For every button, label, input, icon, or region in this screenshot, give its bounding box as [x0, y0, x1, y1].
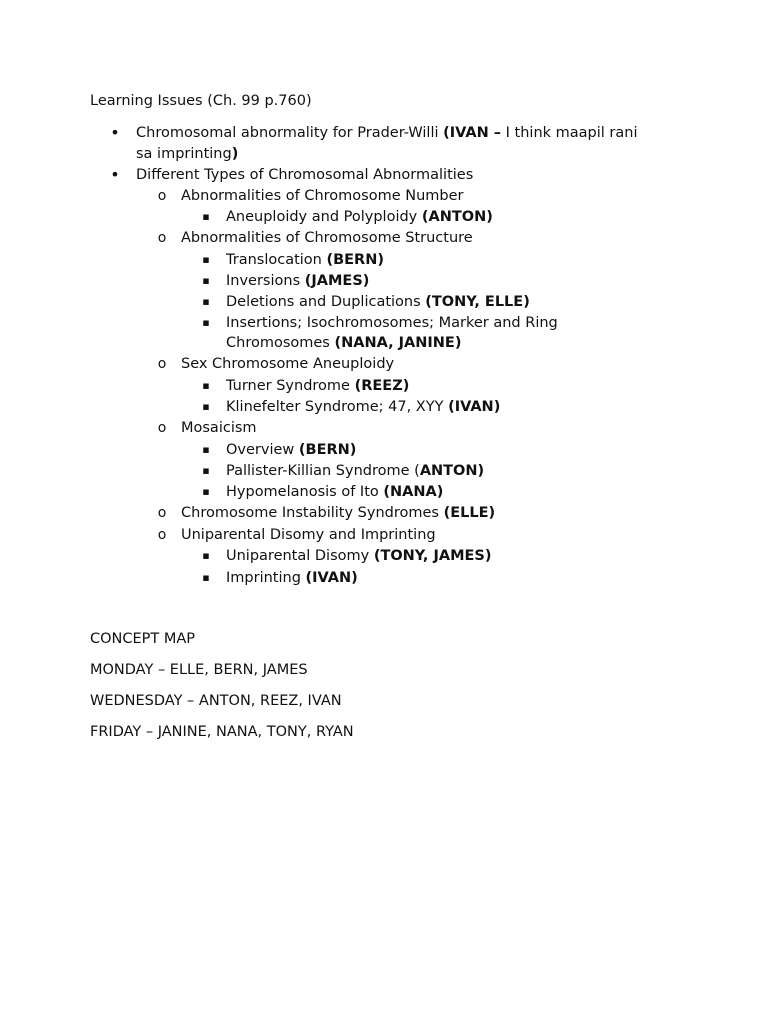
- item-text: Hypomelanosis of Ito: [226, 484, 384, 500]
- item-assignee: ANTON): [419, 463, 485, 479]
- sub-bullet-icon: o: [157, 230, 167, 246]
- item-assignee: (REEZ): [354, 378, 410, 394]
- item-text: Inversions: [226, 273, 305, 289]
- item-text: Turner Syndrome: [226, 378, 355, 394]
- item-text: Translocation: [226, 252, 327, 268]
- square-bullet-icon: ▪: [202, 316, 210, 329]
- square-bullet-icon: ▪: [202, 274, 210, 287]
- bullet-icon: •: [110, 123, 120, 142]
- square-bullet-icon: ▪: [202, 379, 210, 392]
- list-item: [226, 440, 356, 460]
- item-text: Chromosomal abnormality for Prader-Willi: [136, 125, 444, 141]
- item-text: sa imprinting: [136, 146, 232, 162]
- item-assignee: (BERN): [326, 252, 384, 268]
- item-text: Different Types of Chromosomal Abnormalities: [136, 167, 474, 183]
- square-bullet-icon: ▪: [202, 464, 210, 477]
- item-assignee: (NANA, JANINE): [334, 335, 462, 351]
- item-text: Sex Chromosome Aneuploidy: [181, 356, 395, 372]
- schedule-friday: FRIDAY – JANINE, NANA, TONY, RYAN: [90, 724, 354, 740]
- item-text: Insertions; Isochromosomes; Marker and Ring: [226, 315, 558, 331]
- item-assignee: (IVAN): [305, 570, 358, 586]
- schedule-wednesday: WEDNESDAY – ANTON, REEZ, IVAN: [90, 693, 342, 709]
- item-assignee: (BERN): [298, 442, 357, 458]
- item-assignee: (ANTON): [421, 209, 493, 225]
- item-text: Imprinting: [226, 570, 306, 586]
- bullet-icon: •: [110, 165, 120, 184]
- list-item: [226, 292, 530, 312]
- sub-bullet-icon: o: [157, 188, 167, 204]
- square-bullet-icon: ▪: [202, 549, 210, 562]
- list-item: [181, 503, 495, 523]
- list-item: [181, 186, 464, 206]
- schedule-monday: MONDAY – ELLE, BERN, JAMES: [90, 662, 308, 678]
- item-assignee: (IVAN –: [443, 125, 502, 141]
- list-item: [226, 271, 369, 291]
- item-assignee: (ELLE): [443, 505, 496, 521]
- item-assignee: (NANA): [383, 484, 444, 500]
- list-item-continuation: [226, 333, 461, 353]
- square-bullet-icon: ▪: [202, 295, 210, 308]
- item-text: Deletions and Duplications: [226, 294, 426, 310]
- item-text: Uniparental Disomy and Imprinting: [181, 527, 436, 543]
- list-item: [226, 568, 358, 588]
- item-text: Uniparental Disomy: [226, 548, 374, 564]
- square-bullet-icon: ▪: [202, 253, 210, 266]
- sub-bullet-icon: o: [157, 420, 167, 436]
- square-bullet-icon: ▪: [202, 210, 210, 223]
- square-bullet-icon: ▪: [202, 443, 210, 456]
- list-item-continuation: [136, 144, 238, 164]
- sub-bullet-icon: o: [157, 356, 167, 372]
- list-item: [181, 525, 436, 545]
- item-assignee: (JAMES): [304, 273, 370, 289]
- square-bullet-icon: ▪: [202, 485, 210, 498]
- item-text: Pallister-Killian Syndrome (: [226, 463, 420, 479]
- item-text: Chromosomes: [226, 335, 335, 351]
- item-assignee: (TONY, JAMES): [373, 548, 492, 564]
- square-bullet-icon: ▪: [202, 571, 210, 584]
- item-text-continued: I think maapil rani: [501, 125, 638, 141]
- item-assignee: (IVAN): [448, 399, 501, 415]
- list-item: [226, 376, 409, 396]
- list-item: [226, 461, 484, 481]
- list-item: [181, 354, 394, 374]
- page-title: Learning Issues (Ch. 99 p.760): [90, 93, 312, 109]
- list-item: [226, 546, 492, 566]
- item-assignee: ): [231, 146, 239, 162]
- list-item: [226, 397, 500, 417]
- list-item: [226, 313, 558, 333]
- item-text: Aneuploidy and Polyploidy: [226, 209, 422, 225]
- list-item: [181, 228, 473, 248]
- list-item: [181, 418, 257, 438]
- item-text: Overview: [226, 442, 299, 458]
- item-text: Chromosome Instability Syndromes: [181, 505, 444, 521]
- sub-bullet-icon: o: [157, 505, 167, 521]
- sub-bullet-icon: o: [157, 527, 167, 543]
- list-item: [226, 250, 384, 270]
- list-item: [226, 207, 493, 227]
- list-item: [226, 482, 443, 502]
- list-item: [136, 165, 473, 185]
- item-text: Abnormalities of Chromosome Number: [181, 188, 464, 204]
- item-text: Mosaicism: [181, 420, 257, 436]
- square-bullet-icon: ▪: [202, 400, 210, 413]
- list-item: [136, 123, 638, 143]
- item-text: Abnormalities of Chromosome Structure: [181, 230, 473, 246]
- item-assignee: (TONY, ELLE): [425, 294, 530, 310]
- item-text: Klinefelter Syndrome; 47, XYY: [226, 399, 449, 415]
- concept-map-heading: CONCEPT MAP: [90, 631, 196, 647]
